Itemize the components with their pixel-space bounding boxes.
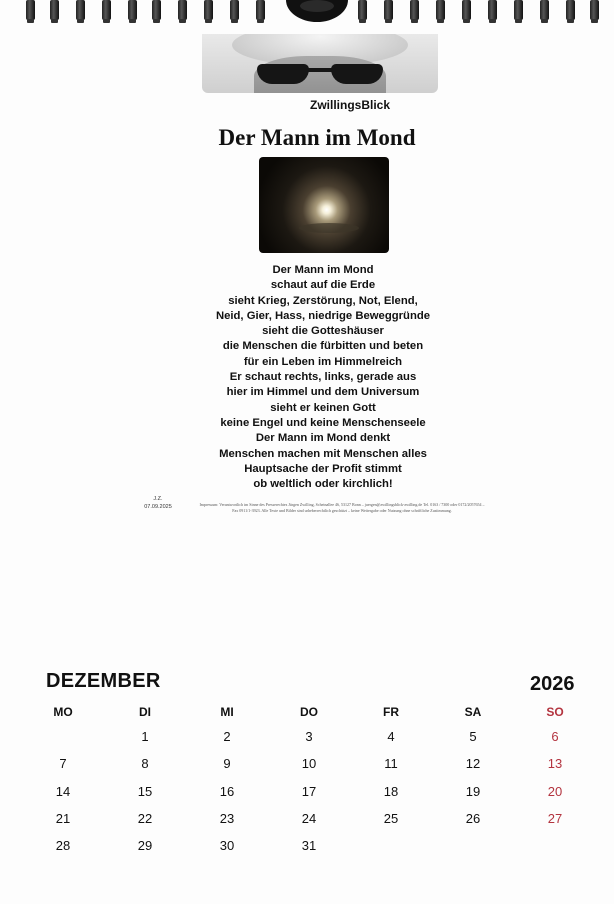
hanger-hook-icon [286,0,348,22]
weekday-header-do: DO [300,705,318,719]
calendar-day: 29 [137,838,153,853]
binding-ring [590,0,599,20]
binding-ring [178,0,187,20]
binding-ring [462,0,471,20]
binding-ring [204,0,213,20]
calendar-day: 24 [301,811,317,826]
binding-ring [152,0,161,20]
calendar-day: 10 [301,756,317,771]
calendar-day: 11 [384,756,398,771]
poem-line: hier im Himmel und dem Universum [226,386,420,399]
calendar-day: 2 [223,729,231,744]
cloud-shape [299,223,359,233]
impressum-text: Impressum: Verantwortlich im Sinne des Presserechtes Jürgen Zwilling, Scheinallee 46, 53127 Bonn – juergen@zwillingsblick-zwilling.de Tel. 0163 / 7300 oder 0172/2057654 – Fax 0911/1-3923. Alle Texte und Bilder sind urheberrechtlich geschützt – keine Weitergabe oder Nutzung ohne schriftliche Zustimmung. [199,502,485,513]
weekday-header-so: SO [546,705,564,719]
poem-line: die Menschen die fürbitten und beten [222,340,424,353]
calendar-day: 21 [55,811,71,826]
binding-ring [26,0,35,20]
poem-line: Der Mann im Mond denkt [255,432,391,445]
calendar-day: 22 [137,811,153,826]
calendar-day: 25 [383,811,399,826]
binding-ring [514,0,523,20]
poem-line: für ein Leben im Himmelreich [243,355,403,368]
binding-ring [256,0,265,20]
weekday-header-mi: MI [220,705,234,719]
weekday-header-mo: MO [53,705,73,719]
author-initials: J.Z. [153,496,163,502]
poem-line: keine Engel und keine Menschenseele [220,416,426,429]
poem-line: sieht Krieg, Zerstörung, Not, Elend, [228,294,418,307]
sunglasses-icon [257,64,383,84]
calendar-day: 4 [387,729,395,744]
calendar-day: 18 [383,784,399,799]
calendar-day: 28 [55,838,71,853]
weekday-header-di: DI [139,705,151,719]
calendar-day: 6 [551,729,559,744]
binding-ring [540,0,549,20]
poem-title: Der Mann im Mond [218,125,416,150]
calendar-day: 13 [547,756,563,771]
author-signature [138,495,178,511]
calendar-day: 5 [469,729,477,744]
calendar-day: 26 [465,811,481,826]
spiral-binding [0,0,614,22]
calendar-day: 8 [141,756,149,771]
calendar-day: 9 [223,756,231,771]
poem-line: Er schaut rechts, links, gerade aus [229,371,417,384]
poem-line: sieht er keinen Gott [270,401,376,414]
calendar-day: 12 [465,756,481,771]
calendar-day: 19 [465,784,481,799]
calendar-day: 23 [219,811,235,826]
calendar-day: 31 [301,838,317,853]
calendar-day: 17 [301,784,317,799]
poem-line: Der Mann im Mond [272,264,374,276]
calendar-day: 3 [305,729,313,744]
calendar-day: 15 [137,784,153,799]
calendar-day: 14 [55,784,71,799]
binding-ring [50,0,59,20]
weekday-header-fr: FR [383,705,399,719]
binding-ring [436,0,445,20]
portrait-photo [202,34,438,93]
binding-ring [230,0,239,20]
author-date: 07.09.2025 [144,504,172,510]
calendar-day: 1 [141,729,149,744]
moon-photo [259,157,389,253]
poem-line: Menschen machen mit Menschen alles [219,447,427,460]
calendar-day: 20 [547,784,563,799]
photo-caption: ZwillingsBlick [310,98,391,112]
poem-line: Hauptsache der Profit stimmt [244,462,402,475]
weekday-header-sa: SA [464,705,482,719]
calendar-month: DEZEMBER [46,670,161,692]
binding-ring [102,0,111,20]
poem-text [170,263,476,492]
binding-ring [488,0,497,20]
calendar-day: 27 [547,811,563,826]
calendar-year: 2026 [530,673,575,695]
binding-ring [384,0,393,20]
poem-line: schaut auf die Erde [270,279,376,292]
calendar-day: 16 [219,784,235,799]
binding-ring [128,0,137,20]
poem-line: Neid, Gier, Hass, niedrige Beweggründe [215,309,431,322]
calendar-day: 7 [59,756,67,771]
calendar-day: 30 [219,838,235,853]
poem-line: ob weltlich oder kirchlich! [253,478,393,491]
binding-ring [358,0,367,20]
poem-line: sieht die Gotteshäuser [262,325,384,338]
binding-ring [76,0,85,20]
binding-ring [410,0,419,20]
binding-ring [566,0,575,20]
